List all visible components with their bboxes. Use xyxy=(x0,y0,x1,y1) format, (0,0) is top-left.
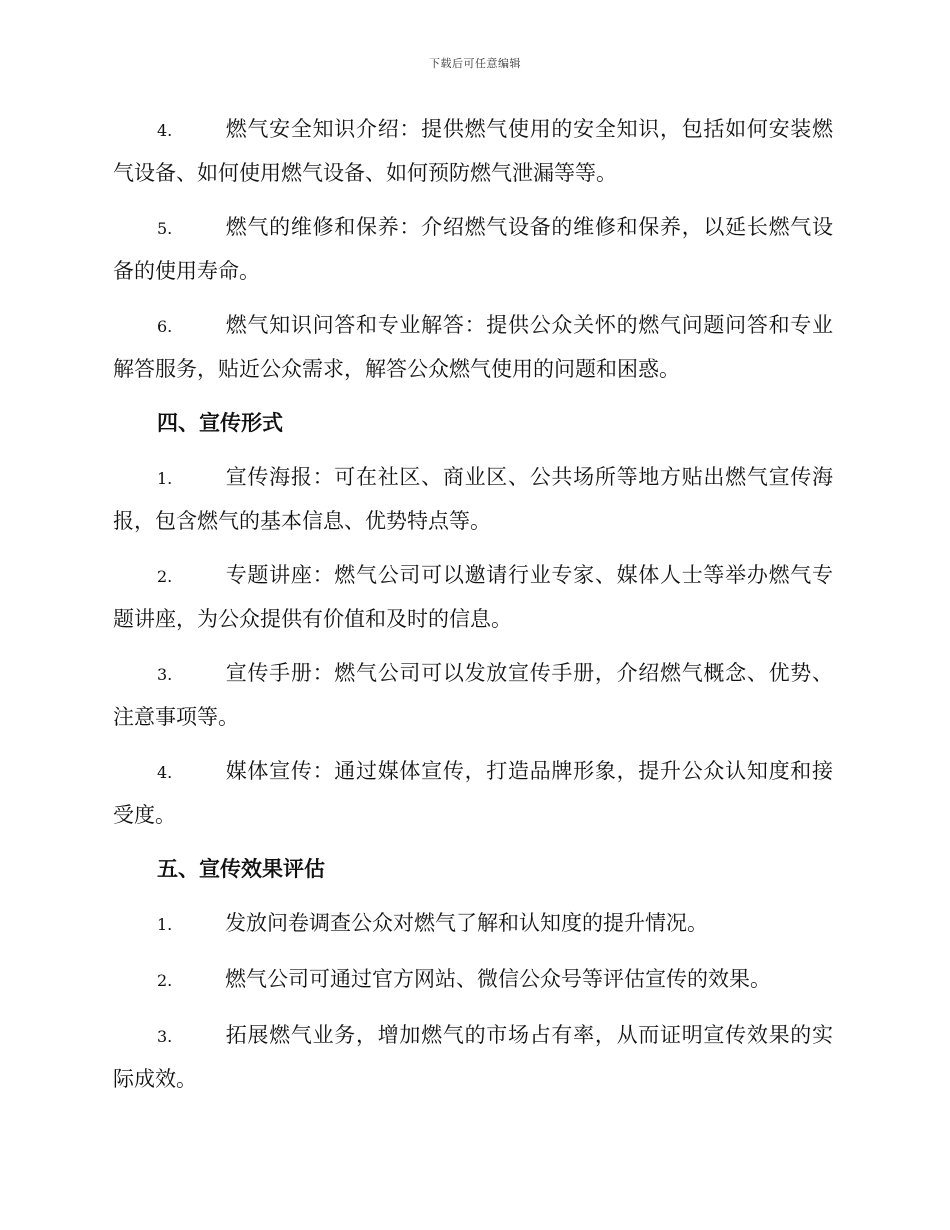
list-item xyxy=(113,750,833,836)
list-item-text: 媒体宣传：通过媒体宣传，打造品牌形象，提升公众认知度和接受度。 xyxy=(113,759,833,827)
list-item-number: 1. xyxy=(157,469,173,488)
list-item-number: 4. xyxy=(157,763,173,782)
list-item xyxy=(113,1014,833,1100)
section-heading-effect-evaluation: 五、宣传效果评估 xyxy=(157,856,325,881)
page-header-note: 下载后可任意编辑 xyxy=(429,57,521,70)
list-item-number: 3. xyxy=(157,665,173,684)
list-item-number: 2. xyxy=(157,971,173,990)
document-body xyxy=(113,108,833,1112)
list-item-number: 2. xyxy=(157,567,173,586)
list-item xyxy=(113,652,833,738)
list-item xyxy=(113,958,833,1002)
list-item-text: 发放问卷调查公众对燃气了解和认知度的提升情况。 xyxy=(225,911,708,935)
list-item-number: 6. xyxy=(157,317,173,336)
list-item-text: 燃气安全知识介绍：提供燃气使用的安全知识，包括如何安装燃气设备、如何使用燃气设备、如何预防燃气泄漏等等。 xyxy=(113,117,833,185)
section-heading-publicity-forms: 四、宣传形式 xyxy=(157,410,283,435)
list-item-text: 专题讲座：燃气公司可以邀请行业专家、媒体人士等举办燃气专题讲座，为公众提供有价值和及时的信息。 xyxy=(113,563,833,631)
list-item-text: 宣传海报：可在社区、商业区、公共场所等地方贴出燃气宣传海报，包含燃气的基本信息、优势特点等。 xyxy=(113,465,833,533)
list-item-number: 4. xyxy=(157,121,173,140)
list-item-text: 燃气公司可通过官方网站、微信公众号等评估宣传的效果。 xyxy=(225,967,771,991)
list-item xyxy=(113,554,833,640)
list-item-text: 宣传手册：燃气公司可以发放宣传手册，介绍燃气概念、优势、注意事项等。 xyxy=(113,661,833,729)
list-item-text: 燃气的维修和保养：介绍燃气设备的维修和保养，以延长燃气设备的使用寿命。 xyxy=(113,215,833,283)
list-item-number: 1. xyxy=(157,915,173,934)
list-item-text: 燃气知识问答和专业解答：提供公众关怀的燃气问题问答和专业解答服务，贴近公众需求，解答公众燃气使用的问题和困惑。 xyxy=(113,313,833,381)
list-item-number: 5. xyxy=(157,219,173,238)
list-item-number: 3. xyxy=(157,1027,173,1046)
list-item-text: 拓展燃气业务，增加燃气的市场占有率，从而证明宣传效果的实际成效。 xyxy=(113,1023,833,1091)
list-item xyxy=(113,206,833,292)
list-item xyxy=(113,902,833,946)
list-item xyxy=(113,456,833,542)
list-item xyxy=(113,108,833,194)
list-item xyxy=(113,304,833,390)
